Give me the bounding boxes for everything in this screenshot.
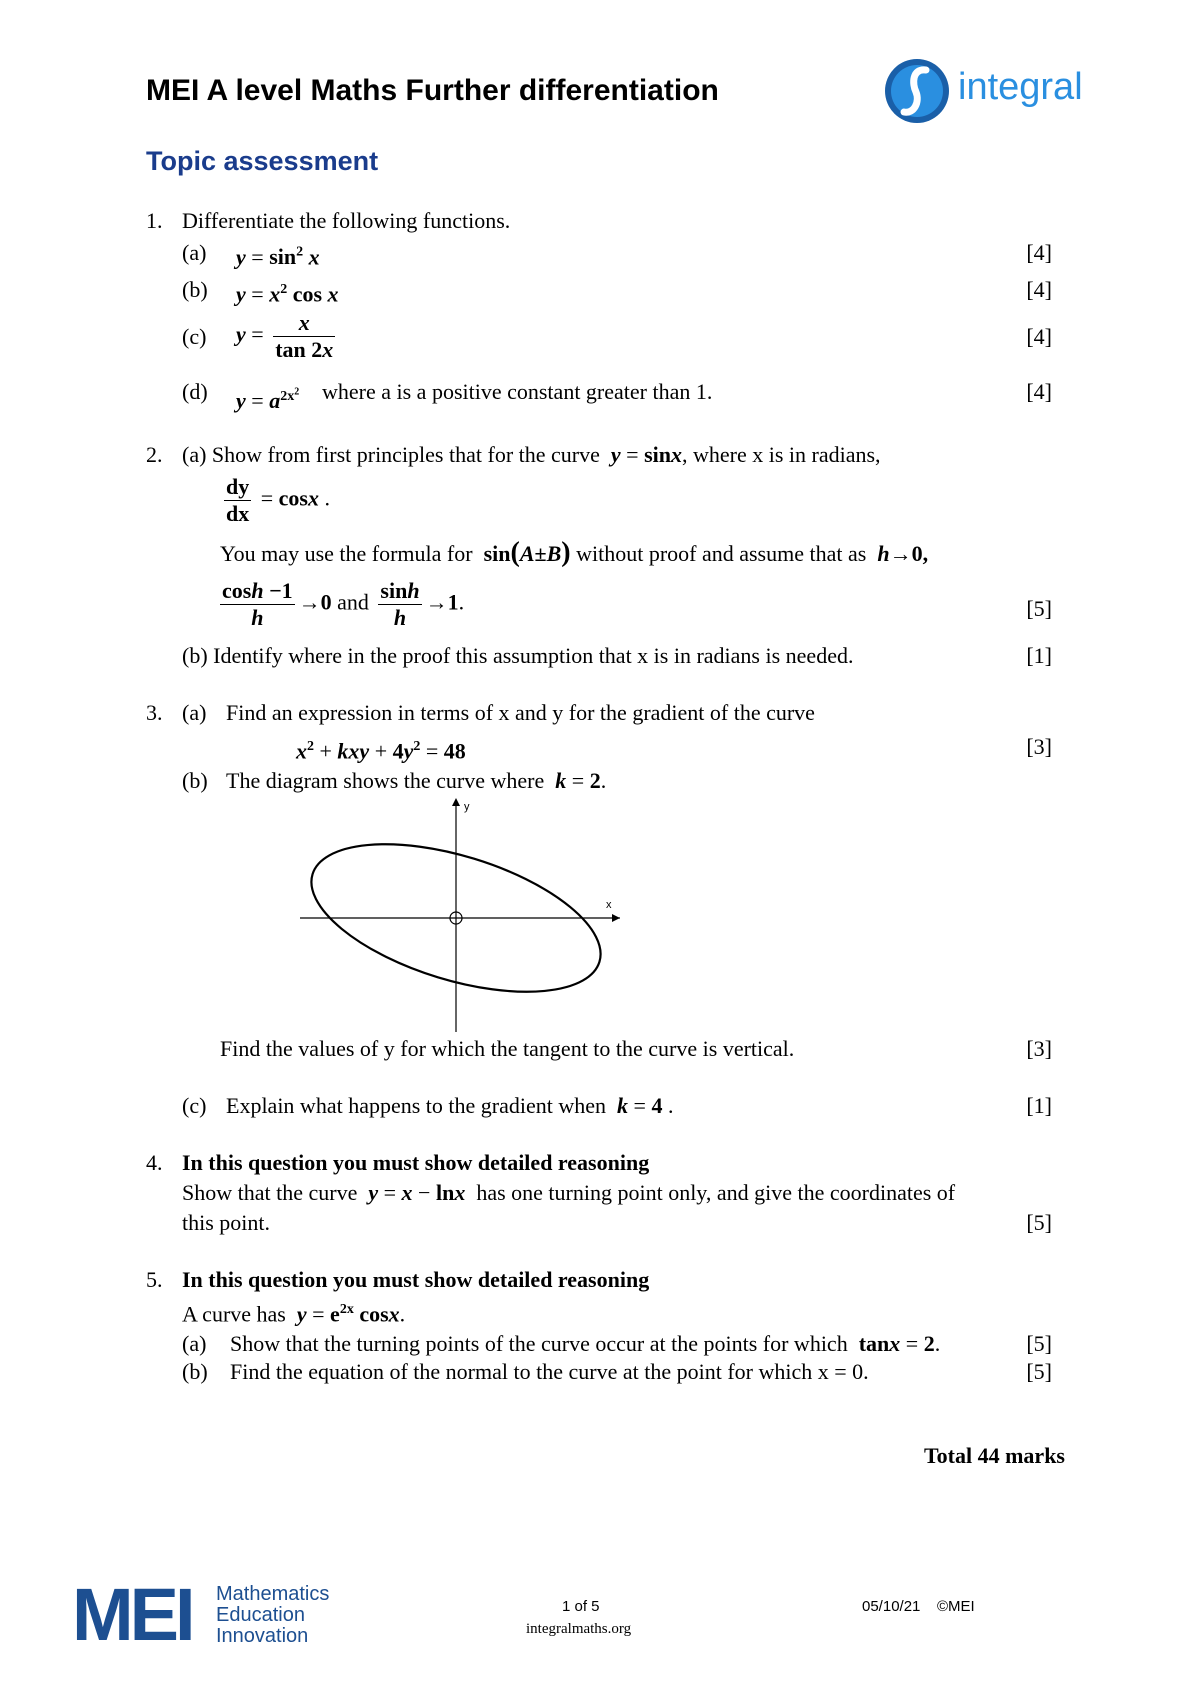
q2-b-text: (b) Identify where in the proof this assumption that x is in radians is needed. <box>182 643 854 668</box>
q3-number: 3. <box>146 700 163 725</box>
q2-a-dydx: $\frac{dy}{dx}$ = cosx . <box>226 474 330 526</box>
q3-b-text: The diagram shows the curve where <box>226 768 545 793</box>
q2-a-limits: $\frac{\cosh -1}{h}$ →0 and $\frac{\sinh}{h}$ →1. <box>222 578 465 630</box>
q5-a-text: Show that the turning points of the curve occur at the points for which <box>230 1331 848 1356</box>
q1-a-expression: $y = \sin^2 x$ <box>236 244 320 270</box>
q3-b-mark: [3] <box>1026 1036 1052 1061</box>
q4-heading: In this question you must show detailed reasoning <box>182 1150 650 1175</box>
q3-b-label: (b) <box>182 768 208 793</box>
ellipse-diagram <box>290 796 630 1032</box>
mei-logo <box>72 1573 372 1656</box>
q3-c-mark: [1] <box>1026 1093 1052 1118</box>
q5-b-text: Find the equation of the normal to the curve at the point for which x = 0. <box>230 1359 869 1384</box>
page-title: MEI A level Maths Further differentiation <box>146 74 719 107</box>
page-number: 1 of 5 <box>562 1598 600 1615</box>
q1-intro: Differentiate the following functions. <box>182 208 511 233</box>
q4-text-3: this point. <box>182 1210 271 1235</box>
footer-url: integralmaths.org <box>526 1621 632 1637</box>
mei-logo-words <box>216 1584 329 1647</box>
x-axis-label: x <box>606 899 612 911</box>
q5-intro-line: A curve has $y = e^{2x}$ cosx. <box>182 1301 406 1327</box>
q3-a-label: (a) <box>182 700 207 725</box>
q1-d-mark: [4] <box>1026 379 1052 404</box>
q3-a-text: Find an expression in terms of x and y for the gradient of the curve <box>226 700 815 725</box>
footer-date: 05/10/21 <box>862 1598 921 1615</box>
q5-heading: In this question you must show detailed reasoning <box>182 1267 650 1292</box>
q4-mark: [5] <box>1026 1210 1052 1235</box>
q3-b-text-2: Find the values of y for which the tangent to the curve is vertical. <box>220 1036 795 1061</box>
q4-text-2: has one turning point only, and give the coordinates of <box>476 1180 956 1205</box>
q5-number: 5. <box>146 1267 163 1292</box>
q5-intro: A curve has <box>182 1301 286 1327</box>
q3-c-text: Explain what happens to the gradient when <box>226 1093 607 1118</box>
mei-logo-mark: MEI <box>72 1573 192 1656</box>
y-axis-label: y <box>464 801 470 813</box>
q4-number: 4. <box>146 1150 163 1175</box>
q3-c-label: (c) <box>182 1093 207 1118</box>
q5-a-line: Show that the turning points of the curve occur at the points for which tanx = 2. <box>230 1331 941 1356</box>
q4-text-1: Show that the curve <box>182 1180 358 1205</box>
q1-number: 1. <box>146 208 163 233</box>
q4-line: Show that the curve y = x − lnx has one turning point only, and give the coordinates of <box>182 1180 956 1205</box>
q1-a-label: (a) <box>182 240 207 265</box>
x-axis-arrow-icon <box>612 914 620 922</box>
q2-a-text-3: You may use the formula for <box>220 541 473 566</box>
y-axis-arrow-icon <box>452 798 460 806</box>
q2-a-line3: You may use the formula for sin(A±B) without proof and assume that as h→0, <box>220 537 929 568</box>
q1-d-label: (d) <box>182 379 208 404</box>
q1-c-expression: y = $\frac{x}{\tan 2x}$ <box>236 310 334 362</box>
topic-assessment-heading: Topic assessment <box>146 146 379 176</box>
q2-and: and <box>337 589 369 615</box>
integral-logo <box>882 56 1122 126</box>
q2-number: 2. <box>146 442 163 467</box>
q2-a-text-1: (a) Show from first principles that for the curve <box>182 442 600 467</box>
q2-a-line1 <box>182 442 881 468</box>
q5-a-label: (a) <box>182 1331 207 1356</box>
q3-c-line: Explain what happens to the gradient when k = 4 . <box>226 1093 674 1118</box>
footer-copyright: ©MEI <box>937 1598 975 1615</box>
q5-b-label: (b) <box>182 1359 208 1384</box>
q3-a-equation: $x^2$ + kxy + $4y^2 = 48$ <box>296 738 466 764</box>
total-marks: Total 44 marks <box>924 1443 1065 1468</box>
q5-b-mark: [5] <box>1026 1359 1052 1384</box>
q2-a-text-2: , where x is in radians, <box>681 442 881 467</box>
q2-a-mark: [5] <box>1026 596 1052 621</box>
q2-b-mark: [1] <box>1026 643 1052 668</box>
q1-d-expression: $y = a^{2x^2}$ <box>236 386 300 413</box>
q1-b-mark: [4] <box>1026 277 1052 302</box>
q1-b-expression: $y = x^2$ cos x <box>236 281 339 307</box>
q1-a-mark: [4] <box>1026 240 1052 265</box>
q1-c-label: (c) <box>182 324 207 349</box>
q2-a-text-4: without proof and assume that as <box>576 541 867 566</box>
q5-a-mark: [5] <box>1026 1331 1052 1356</box>
mei-logo-word-2: Education <box>216 1604 305 1626</box>
q2-a-curve: y = sinx <box>610 442 682 467</box>
mei-logo-word-3: Innovation <box>216 1625 309 1647</box>
q1-d-text: where a is a positive constant greater than 1. <box>322 379 713 404</box>
q3-b-line: The diagram shows the curve where k = 2. <box>226 768 607 793</box>
integral-logo-icon <box>882 56 952 126</box>
q1-b-label: (b) <box>182 277 208 302</box>
q3-a-mark: [3] <box>1026 734 1052 759</box>
q1-c-mark: [4] <box>1026 324 1052 349</box>
mei-logo-word-1: Mathematics <box>216 1583 330 1605</box>
integral-logo-text: integral <box>958 66 1083 108</box>
